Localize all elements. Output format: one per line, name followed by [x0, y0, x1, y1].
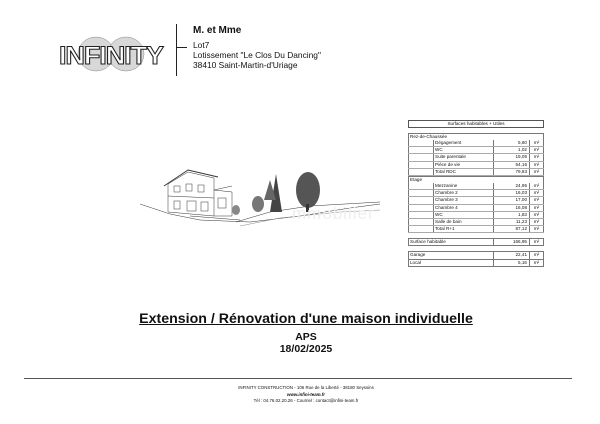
row-name: Chambre 4	[433, 205, 493, 211]
table-row-surface-habitable	[408, 238, 544, 246]
row-unit: m²	[529, 226, 544, 232]
row-value: 22,41	[493, 252, 529, 258]
house-perspective-drawing	[140, 160, 380, 240]
row-name: Chambre 3	[433, 197, 493, 203]
row-unit: m²	[529, 260, 543, 266]
row-unit: m²	[529, 212, 544, 218]
section-rdc-label: Rez-de-Chaussée	[408, 133, 544, 140]
row-value: 17,00	[493, 197, 529, 203]
row-value: 5,16	[493, 260, 529, 266]
row-unit: m²	[529, 190, 544, 196]
table-row	[408, 140, 544, 147]
row-value: 16,08	[493, 205, 529, 211]
row-name: Salle de bain	[433, 219, 493, 225]
row-value: 54,16	[493, 162, 529, 168]
row-unit: m²	[529, 140, 544, 146]
row-name: Chambre 2	[433, 190, 493, 196]
row-value: 19,05	[493, 154, 529, 160]
section-etage-label: Etage	[408, 176, 544, 183]
table-row	[408, 147, 544, 154]
footer-divider	[24, 378, 572, 379]
header-divider	[176, 24, 177, 76]
row-value: 11,23	[493, 219, 529, 225]
row-name: Total R+1	[433, 226, 493, 232]
table-row-total	[408, 169, 544, 176]
watermark-text: mmobilier	[292, 204, 375, 223]
row-value: 5,60	[493, 140, 529, 146]
row-value: 1,83	[493, 212, 529, 218]
row-name: Surface habitable	[410, 239, 446, 245]
project-title: Extension / Rénovation d'une maison individuelle	[139, 311, 473, 327]
row-value: 1,02	[493, 147, 529, 153]
row-unit: m²	[529, 197, 544, 203]
row-value: 16,03	[493, 190, 529, 196]
logo-text: INFINITY	[59, 42, 165, 70]
row-name: Mezzanine	[433, 183, 493, 189]
footer-contact: Tél : 04.76.02.20.26 - Courriel : contact@infini-team.fr	[253, 398, 359, 403]
client-name: M. et Mme	[193, 25, 242, 36]
table-row-total	[408, 226, 544, 233]
row-unit: m²	[529, 252, 543, 258]
row-value: 24,95	[493, 183, 529, 189]
footer-address: INFINITY CONSTRUCTION - 106 Rue de la Liberté - 38180 Seyssins	[238, 385, 374, 390]
table-title: Surfaces habitables + Utiles	[408, 120, 544, 128]
lot-number: Lot7	[193, 40, 210, 50]
row-unit: m²	[529, 169, 544, 175]
table-row-local	[408, 260, 544, 267]
row-name: Garage	[410, 252, 426, 258]
row-unit: m²	[529, 147, 544, 153]
row-name: Local	[410, 259, 421, 265]
project-phase: APS	[295, 331, 317, 343]
table-row	[408, 190, 544, 197]
row-unit: m²	[529, 183, 544, 189]
row-value: 87,12	[493, 226, 529, 232]
footer-website: www.infini-team.fr	[287, 392, 325, 397]
lotissement-name: Lotissement "Le Clos Du Dancing"	[193, 50, 321, 60]
table-row	[408, 205, 544, 212]
city-address: 38410 Saint-Martin-d'Uriage	[193, 60, 298, 70]
surfaces-table	[408, 120, 544, 267]
row-unit: m²	[529, 162, 544, 168]
row-value: 166,95	[493, 239, 529, 245]
row-name: Total RDC	[433, 169, 493, 175]
table-row-garage	[408, 251, 544, 259]
row-name: WC	[433, 212, 493, 218]
row-unit: m²	[529, 239, 543, 245]
row-name: Dégagement	[433, 140, 493, 146]
project-date: 18/02/2025	[279, 343, 333, 355]
table-row	[408, 219, 544, 226]
row-unit: m²	[529, 219, 544, 225]
row-name: Suite parentale	[433, 154, 493, 160]
table-row	[408, 212, 544, 219]
table-row	[408, 183, 544, 190]
row-name: WC	[433, 147, 493, 153]
table-row	[408, 162, 544, 169]
header-tick	[176, 47, 187, 48]
table-row	[408, 154, 544, 161]
row-unit: m²	[529, 154, 544, 160]
infinity-logo	[56, 34, 166, 74]
row-value: 79,83	[493, 169, 529, 175]
table-row	[408, 197, 544, 204]
row-name: Pièce de vie	[433, 162, 493, 168]
row-unit: m²	[529, 205, 544, 211]
